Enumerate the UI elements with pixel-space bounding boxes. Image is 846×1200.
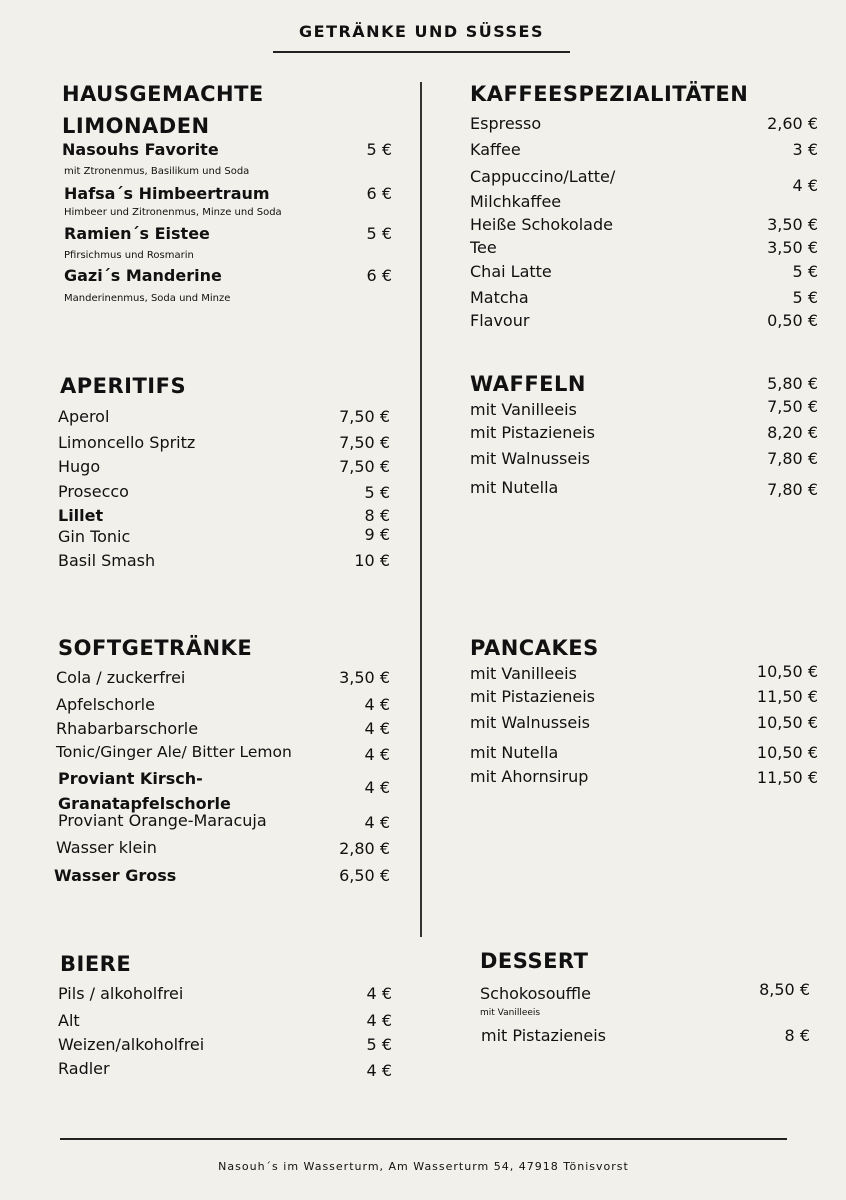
menu-item-price: 4 €	[364, 695, 390, 714]
menu-item-name: Kaffee	[470, 140, 521, 159]
menu-item-name: Ramien´s Eistee	[64, 224, 210, 243]
menu-item-price: 8,50 €	[759, 980, 810, 999]
menu-item-name: Limoncello Spritz	[58, 433, 196, 452]
menu-item-name: Cola / zuckerfrei	[56, 668, 186, 687]
footer-divider	[60, 1138, 787, 1140]
menu-item-name: mit Pistazieneis	[470, 423, 595, 442]
menu-item-price: 10,50 €	[756, 662, 818, 681]
menu-item-price: 3,50 €	[767, 215, 818, 234]
menu-item-price: 2,60 €	[767, 114, 818, 133]
menu-item-name: Lillet	[58, 506, 104, 525]
menu-item-name: Gin Tonic	[58, 527, 131, 546]
menu-item-price: 8 €	[364, 506, 390, 525]
menu-item-price: 5 €	[792, 262, 818, 281]
menu-item-price: 4 €	[366, 984, 392, 1003]
menu-item-price: 4 €	[364, 719, 390, 738]
menu-item-name: mit Walnusseis	[470, 713, 591, 732]
menu-item-name: Proviant Kirsch-Granatapfelschorle	[58, 769, 231, 813]
menu-item-name: Apfelschorle	[56, 695, 155, 714]
menu-item-name: Cappuccino/Latte/ Milchkaffee	[470, 167, 616, 211]
menu-item-name: mit Nutella	[470, 478, 559, 497]
menu-item-price: 0,50 €	[767, 311, 818, 330]
menu-item-name: mit Pistazieneis	[481, 1026, 606, 1045]
menu-item-price: 11,50 €	[756, 768, 818, 787]
menu-item-name: Tonic/Ginger Ale/ Bitter Lemon	[56, 743, 292, 761]
waffeln-base-price: 5,80 €	[767, 374, 818, 393]
menu-item-price: 4 €	[366, 1061, 392, 1080]
menu-item-name: Nasouhs Favorite	[62, 140, 219, 159]
menu-item-name: Gazi´s Manderine	[64, 266, 222, 285]
menu-item-name: Matcha	[470, 288, 529, 307]
menu-item-price: 6,50 €	[339, 866, 390, 885]
footer-address: Nasouh´s im Wasserturm, Am Wasserturm 54, 47918 Tönisvorst	[218, 1160, 629, 1173]
menu-item-price: 8 €	[784, 1026, 810, 1045]
menu-item-price: 4 €	[364, 745, 390, 764]
menu-item-name: mit Nutella	[470, 743, 559, 762]
menu-item-name: Radler	[58, 1059, 110, 1078]
menu-item-price: 7,80 €	[767, 449, 818, 468]
section-heading-biere: BIERE	[60, 952, 132, 976]
menu-item-name: Aperol	[58, 407, 110, 426]
title-underline	[273, 51, 570, 53]
menu-item-description: Pfirsichmus und Rosmarin	[64, 250, 194, 261]
menu-item-price: 4 €	[366, 1011, 392, 1030]
menu-item-price: 3 €	[792, 140, 818, 159]
menu-item-price: 7,80 €	[767, 480, 818, 499]
menu-item-price: 5 €	[366, 140, 392, 159]
menu-item-name: Tee	[470, 238, 497, 257]
menu-item-description: mit Ztronenmus, Basilikum und Soda	[64, 166, 250, 177]
menu-item-name: Flavour	[470, 311, 530, 330]
menu-item-name: Chai Latte	[470, 262, 552, 281]
menu-item-name: Espresso	[470, 114, 542, 133]
menu-item-price: 8,20 €	[767, 423, 818, 442]
menu-item-description: Himbeer und Zitronenmus, Minze und Soda	[64, 207, 282, 218]
menu-item-price: 9 €	[364, 525, 390, 544]
menu-item-name: Schokosouffle	[480, 984, 591, 1003]
menu-item-name: mit Walnusseis	[470, 449, 591, 468]
section-heading-aperitifs: APERITIFS	[60, 374, 187, 398]
menu-item-name: Hafsa´s Himbeertraum	[64, 184, 270, 203]
menu-item-name: mit Pistazieneis	[470, 687, 595, 706]
menu-item-price: 10 €	[354, 551, 390, 570]
section-heading-softgetraenke: SOFTGETRÄNKE	[58, 636, 253, 660]
menu-item-name: Wasser klein	[56, 838, 157, 857]
menu-item-price: 7,50 €	[339, 407, 390, 426]
menu-item-price: 10,50 €	[756, 713, 818, 732]
menu-item-price: 3,50 €	[767, 238, 818, 257]
menu-item-name: Basil Smash	[58, 551, 156, 570]
section-heading-dessert: DESSERT	[480, 949, 589, 973]
menu-item-price: 4 €	[364, 813, 390, 832]
menu-item-price: 11,50 €	[756, 687, 818, 706]
menu-item-price: 5 €	[366, 224, 392, 243]
section-heading-kaffee: KAFFEESPEZIALITÄTEN	[470, 82, 749, 106]
menu-item-name: Heiße Schokolade	[470, 215, 613, 234]
menu-item-price: 5 €	[792, 288, 818, 307]
menu-item-price: 6 €	[366, 184, 392, 203]
page-title: GETRÄNKE UND SÜSSES	[299, 22, 544, 41]
menu-item-price: 5 €	[366, 1035, 392, 1054]
menu-item-price: 10,50 €	[756, 743, 818, 762]
menu-item-name: Proviant Orange-Maracuja	[58, 811, 267, 830]
menu-item-price: 7,50 €	[339, 433, 390, 452]
menu-item-name: Pils / alkoholfrei	[58, 984, 184, 1003]
section-heading-pancakes: PANCAKES	[470, 636, 599, 660]
menu-item-price: 4 €	[792, 176, 818, 195]
section-heading-limonaden: HAUSGEMACHTE LIMONADEN	[62, 82, 264, 138]
menu-item-description: mit Vanilleeis	[480, 1008, 541, 1018]
menu-item-name: mit Vanilleeis	[470, 400, 577, 419]
menu-item-price: 7,50 €	[339, 457, 390, 476]
menu-item-name: Weizen/alkoholfrei	[58, 1035, 205, 1054]
menu-item-name: mit Ahornsirup	[470, 767, 589, 786]
menu-item-name: Rhabarbarschorle	[56, 719, 199, 738]
menu-item-description: Manderinenmus, Soda und Minze	[64, 293, 231, 304]
menu-item-price: 2,80 €	[339, 839, 390, 858]
menu-item-price: 3,50 €	[339, 668, 390, 687]
menu-item-name: Alt	[58, 1011, 80, 1030]
menu-item-name: Prosecco	[58, 482, 129, 501]
menu-item-price: 7,50 €	[767, 397, 818, 416]
menu-item-name: mit Vanilleeis	[470, 664, 577, 683]
menu-item-name: Wasser Gross	[54, 866, 177, 885]
menu-item-price: 4 €	[364, 778, 390, 797]
menu-item-name: Hugo	[58, 457, 101, 476]
menu-item-price: 5 €	[364, 483, 390, 502]
section-heading-waffeln: WAFFELN	[470, 372, 586, 396]
menu-item-price: 6 €	[366, 266, 392, 285]
column-divider	[420, 82, 422, 937]
